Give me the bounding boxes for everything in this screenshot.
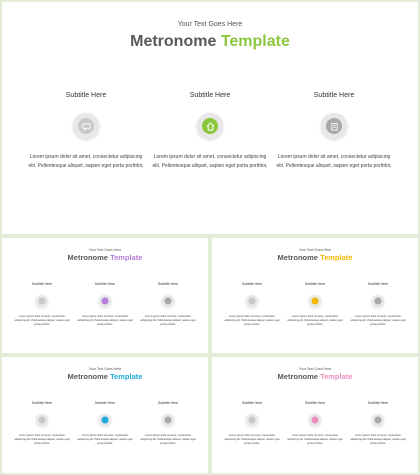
icon-circle (309, 295, 321, 307)
variant-slide-pink (212, 357, 418, 473)
title-part-2: Template (320, 372, 353, 381)
title-part-1: Metronome (277, 253, 318, 262)
column-subtitle: Subtitle Here (367, 401, 389, 405)
home-icon (102, 417, 109, 424)
chat-bubble-icon (39, 298, 46, 305)
column-subtitle: Subtitle Here (241, 282, 263, 286)
icon-circle (246, 295, 258, 307)
tagline: Your Text Goes Here (88, 248, 122, 252)
icon-circle (372, 295, 384, 307)
slide-title (212, 253, 418, 262)
icon-circle (162, 295, 174, 307)
column-2 (76, 282, 134, 327)
icon-circle (321, 113, 347, 139)
column-1 (223, 282, 281, 327)
title-part-2: Template (110, 253, 143, 262)
title-part-2: Template (320, 253, 353, 262)
title-part-2: Template (220, 33, 290, 50)
column-body: Lorem ipsum dolor sit amet, consectetur adipiscing elit. Pellentesque aliquet, sapien eget porta porttitor, (350, 434, 406, 445)
home-icon (312, 298, 319, 305)
title-part-1: Metronome (67, 372, 108, 381)
chat-bubble-icon (249, 417, 256, 424)
column-subtitle: Subtitle Here (94, 282, 116, 286)
chat-bubble-icon (82, 122, 91, 131)
column-3 (274, 92, 394, 170)
clipboard-icon (165, 417, 172, 424)
column-body: Lorem ipsum dolor sit amet, consectetur adipiscing elit. Pellentesque aliquet, sapien eget porta porttitor, (224, 315, 280, 326)
slide-title (2, 372, 208, 381)
slide-title (212, 372, 418, 381)
column-subtitle: Subtitle Here (157, 401, 179, 405)
column-body: Lorem ipsum dolor sit amet, consectetur adipiscing elit. Pellentesque aliquet, sapien eget porta porttitor, (14, 434, 70, 445)
icon-circle (99, 295, 111, 307)
icon-circle (372, 414, 384, 426)
column-subtitle: Subtitle Here (94, 401, 116, 405)
clipboard-icon (375, 417, 382, 424)
slide-title (2, 33, 418, 51)
column-subtitle: Subtitle Here (241, 401, 263, 405)
icon-circle (162, 414, 174, 426)
home-icon (206, 122, 215, 131)
column-body: Lorem ipsum dolor sit amet, consectetur adipiscing elit. Pellentesque aliquet, sapien eget porta porttitor, (14, 315, 70, 326)
column-3 (139, 401, 197, 446)
column-1 (223, 401, 281, 446)
column-body: Lorem ipsum dolor sit amet, consectetur adipiscing elit. Pellentesque aliquet, sapien eget porta porttitor, (152, 154, 268, 169)
home-icon (312, 417, 319, 424)
column-subtitle: Subtitle Here (31, 282, 53, 286)
column-subtitle: Subtitle Here (31, 401, 53, 405)
icon-inner (78, 118, 94, 134)
tagline: Your Text Goes Here (177, 21, 243, 28)
column-1 (13, 282, 71, 327)
icon-circle (197, 113, 223, 139)
column-subtitle: Subtitle Here (313, 92, 355, 99)
tagline: Your Text Goes Here (298, 367, 332, 371)
icon-inner (202, 118, 218, 134)
column-body: Lorem ipsum dolor sit amet, consectetur adipiscing elit. Pellentesque aliquet, sapien eget porta porttitor, (276, 154, 392, 169)
title-part-1: Metronome (67, 253, 108, 262)
column-body: Lorem ipsum dolor sit amet, consectetur adipiscing elit. Pellentesque aliquet, sapien eget porta porttitor, (140, 434, 196, 445)
title-part-2: Template (110, 372, 143, 381)
main-slide (2, 2, 418, 234)
column-2 (286, 401, 344, 446)
column-1 (13, 401, 71, 446)
column-body: Lorem ipsum dolor sit amet, consectetur adipiscing elit. Pellentesque aliquet, sapien eget porta porttitor, (287, 315, 343, 326)
column-3 (349, 401, 407, 446)
column-2 (150, 92, 270, 170)
icon-inner (326, 118, 342, 134)
title-part-1: Metronome (277, 372, 318, 381)
column-2 (286, 282, 344, 327)
column-subtitle: Subtitle Here (65, 92, 107, 99)
icon-circle (73, 113, 99, 139)
chat-bubble-icon (39, 417, 46, 424)
column-subtitle: Subtitle Here (304, 401, 326, 405)
home-icon (102, 298, 109, 305)
tagline: Your Text Goes Here (88, 367, 122, 371)
icon-circle (36, 295, 48, 307)
slide-title (2, 253, 208, 262)
column-3 (349, 282, 407, 327)
icon-circle (309, 414, 321, 426)
column-subtitle: Subtitle Here (189, 92, 231, 99)
tagline: Your Text Goes Here (298, 248, 332, 252)
column-body: Lorem ipsum dolor sit amet, consectetur adipiscing elit. Pellentesque aliquet, sapien eget porta porttitor, (28, 154, 144, 169)
column-body: Lorem ipsum dolor sit amet, consectetur adipiscing elit. Pellentesque aliquet, sapien eget porta porttitor, (77, 315, 133, 326)
column-body: Lorem ipsum dolor sit amet, consectetur adipiscing elit. Pellentesque aliquet, sapien eget porta porttitor, (77, 434, 133, 445)
column-1 (26, 92, 146, 170)
clipboard-icon (165, 298, 172, 305)
column-subtitle: Subtitle Here (367, 282, 389, 286)
column-2 (76, 401, 134, 446)
variant-slide-yellow (212, 238, 418, 353)
title-part-1: Metronome (130, 33, 217, 50)
variant-slide-purple (2, 238, 208, 353)
column-body: Lorem ipsum dolor sit amet, consectetur adipiscing elit. Pellentesque aliquet, sapien eget porta porttitor, (140, 315, 196, 326)
variant-slide-blue (2, 357, 208, 473)
clipboard-icon (375, 298, 382, 305)
column-subtitle: Subtitle Here (304, 282, 326, 286)
column-body: Lorem ipsum dolor sit amet, consectetur adipiscing elit. Pellentesque aliquet, sapien eget porta porttitor, (224, 434, 280, 445)
clipboard-icon (330, 122, 339, 131)
chat-bubble-icon (249, 298, 256, 305)
icon-circle (99, 414, 111, 426)
column-body: Lorem ipsum dolor sit amet, consectetur adipiscing elit. Pellentesque aliquet, sapien eget porta porttitor, (287, 434, 343, 445)
icon-circle (246, 414, 258, 426)
column-subtitle: Subtitle Here (157, 282, 179, 286)
icon-circle (36, 414, 48, 426)
column-body: Lorem ipsum dolor sit amet, consectetur adipiscing elit. Pellentesque aliquet, sapien eget porta porttitor, (350, 315, 406, 326)
column-3 (139, 282, 197, 327)
